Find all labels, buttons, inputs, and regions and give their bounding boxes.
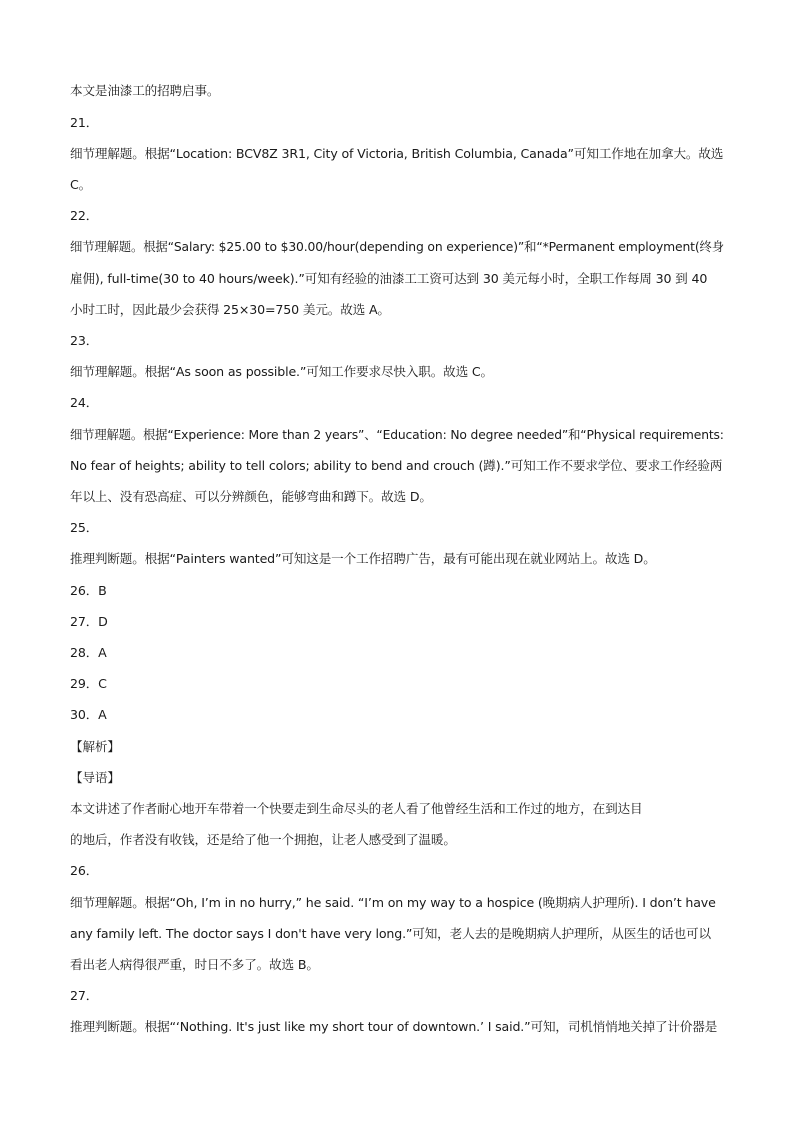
text-line: 细节理解题。根据“As soon as possible.”可知工作要求尽快入职。故选 C。 — [70, 364, 493, 379]
text-line: 细节理解题。根据“Salary: $25.00 to $30.00/hour(depending on experience)”和“*Permanent employment(终身 — [70, 239, 724, 254]
question-number: 26． — [70, 863, 99, 878]
text-line: C。 — [70, 177, 92, 192]
question-number: 24． — [70, 395, 99, 410]
answer-line: 27．D — [70, 614, 108, 629]
question-number: 25． — [70, 520, 99, 535]
text-line: 本文讲述了作者耐心地开车带着一个快要走到生命尽头的老人看了他曾经生活和工作过的地方，在到达目 — [70, 801, 643, 816]
text-line: 的地后，作者没有收钱，还是给了他一个拥抱，让老人感受到了温暖。 — [70, 832, 456, 847]
text-line: 细节理解题。根据“Location: BCV8Z 3R1, City of Victoria, British Columbia, Canada”可知工作地在加拿大。故选 — [70, 146, 724, 161]
section-heading: 【解析】 — [70, 739, 120, 754]
question-number: 22． — [70, 208, 99, 223]
answer-line: 30．A — [70, 707, 107, 722]
text-line: 推理判断题。根据“Painters wanted”可知这是一个工作招聘广告，最有可能出现在就业网站上。故选 D。 — [70, 551, 656, 566]
text-line: 小时工时，因此最少会获得 25×30=750 美元。故选 A。 — [70, 302, 390, 317]
text-line: any family left. The doctor says I don't have very long.”可知，老人去的是晚期病人护理所，从医生的话也可以 — [70, 926, 711, 941]
text-line: 年以上、没有恐高症、可以分辨颜色，能够弯曲和蹲下。故选 D。 — [70, 489, 432, 504]
text-line: No fear of heights; ability to tell colors; ability to bend and crouch (蹲).”可知工作不要求学位、要求工作经验两 — [70, 458, 723, 473]
section-heading: 【导语】 — [70, 770, 120, 785]
text-line: 看出老人病得很严重，时日不多了。故选 B。 — [70, 957, 319, 972]
text-line: 细节理解题。根据“Experience: More than 2 years”、“Education: No degree needed”和“Physical requirements: — [70, 427, 724, 442]
question-number: 21． — [70, 115, 99, 130]
question-number: 23． — [70, 333, 99, 348]
answer-line: 26．B — [70, 583, 107, 598]
text-line: 细节理解题。根据“Oh, I’m in no hurry,” he said. “I’m on my way to a hospice (晚期病人护理所). I don’t have — [70, 895, 716, 910]
answer-line: 28．A — [70, 645, 107, 660]
text-line: 本文是油漆工的招聘启事。 — [70, 83, 220, 98]
answer-line: 29．C — [70, 676, 107, 691]
text-line: 雇佣), full-time(30 to 40 hours/week).”可知有经验的油漆工工资可达到 30 美元每小时，全职工作每周 30 到 40 — [70, 271, 708, 286]
text-line: 推理判断题。根据“‘Nothing. It's just like my short tour of downtown.’ I said.”可知，司机悄悄地关掉了计价器是 — [70, 1019, 718, 1034]
question-number: 27． — [70, 988, 99, 1003]
